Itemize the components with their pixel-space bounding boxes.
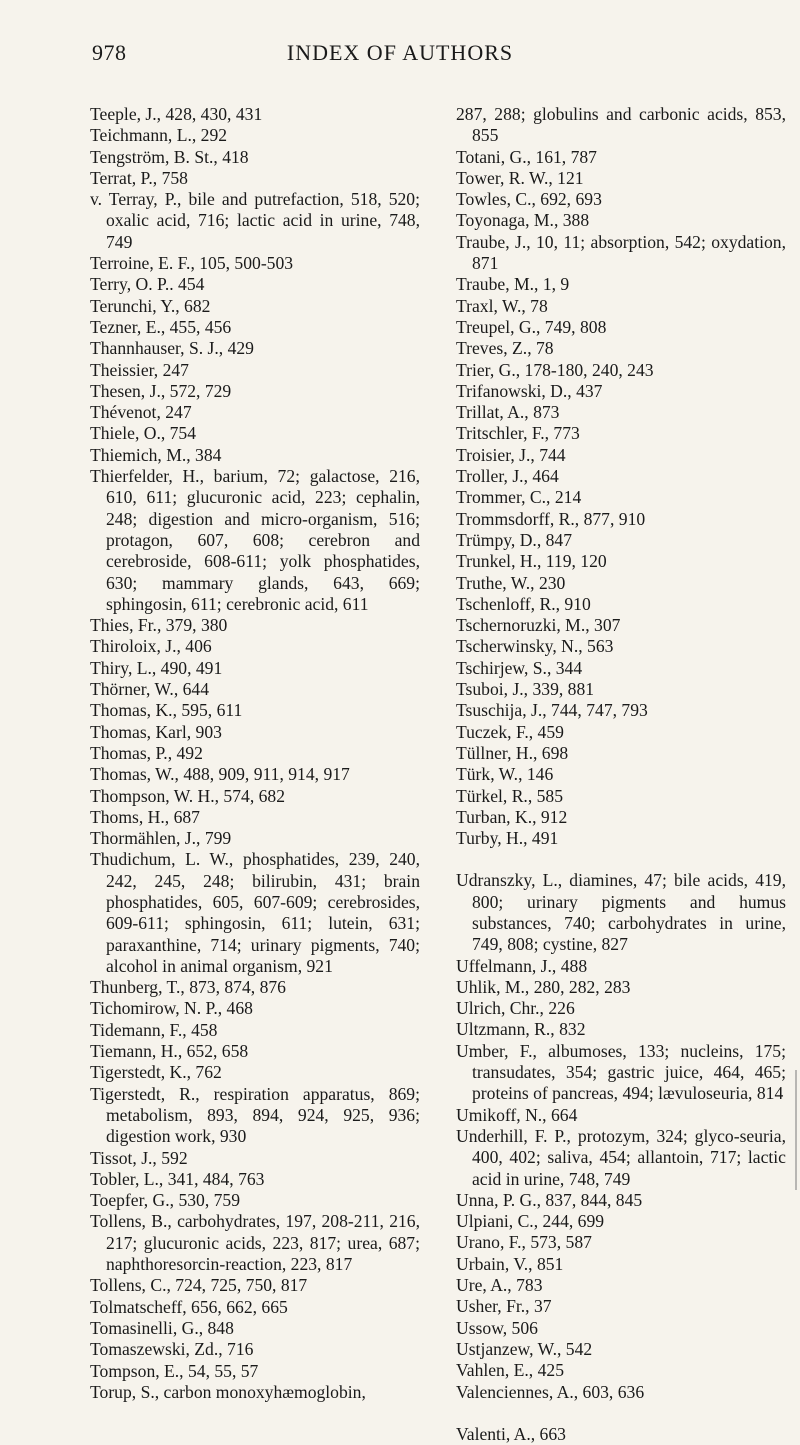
index-entry: Unna, P. G., 837, 844, 845	[456, 1189, 643, 1210]
index-entry: Teichmann, L., 292	[90, 125, 228, 146]
index-entry: Treupel, G., 749, 808	[456, 316, 607, 337]
index-entry: Thomas, W., 488, 909, 911, 914, 917	[90, 764, 350, 785]
index-entry: Tissot, J., 592	[90, 1147, 188, 1168]
index-entry: Tobler, L., 341, 484, 763	[90, 1168, 265, 1189]
index-entry: Tidemann, F., 458	[90, 1019, 218, 1040]
index-entry: Ussow, 506	[456, 1317, 538, 1338]
index-entry: Truthe, W., 230	[456, 572, 566, 593]
index-entry: Trillat, A., 873	[456, 402, 560, 423]
index-entry: Torup, S., carbon monoxyhæmoglobin,	[90, 1381, 366, 1402]
index-entry: Ure, A., 783	[456, 1275, 543, 1296]
index-entry: Tomasinelli, G., 848	[90, 1317, 234, 1338]
index-entry: Thörner, W., 644	[90, 679, 210, 700]
index-entry: Thannhauser, S. J., 429	[90, 338, 254, 359]
index-entry: Tomaszewski, Zd., 716	[90, 1339, 254, 1360]
index-entry: Ultzmann, R., 832	[456, 1019, 586, 1040]
index-entry: v. Terray, P., bile and putrefaction, 518, 520; oxalic acid, 716; lactic acid in urine, 748, 749	[90, 189, 420, 252]
index-entry: Thomas, P., 492	[90, 742, 203, 763]
index-entry: Traube, J., 10, 11; absorption, 542; oxydation, 871	[456, 231, 786, 274]
index-entry: Thiele, O., 754	[90, 423, 197, 444]
index-entry: Trifanowski, D., 437	[456, 380, 603, 401]
index-entry: Teeple, J., 428, 430, 431	[90, 104, 263, 124]
index-entry: Thesen, J., 572, 729	[90, 380, 232, 401]
index-entry: Terroine, E. F., 105, 500-503	[90, 253, 294, 274]
index-entry: Trommsdorff, R., 877, 910	[456, 508, 646, 529]
index-entry: Treves, Z., 78	[456, 338, 554, 359]
index-entry: Tscherwinsky, N., 563	[456, 636, 614, 657]
index-entry: Thormählen, J., 799	[90, 828, 232, 849]
index-entry: Tezner, E., 455, 456	[90, 316, 232, 337]
index-entry: Uffelmann, J., 488	[456, 955, 588, 976]
index-entry: Tschernoruzki, M., 307	[456, 615, 621, 636]
index-entry: Troller, J., 464	[456, 466, 559, 487]
right-index-column	[456, 104, 786, 1445]
index-entry: Urano, F., 573, 587	[456, 1232, 592, 1253]
index-entry: Underhill, F. P., protozym, 324; glyco-seuria, 400, 402; saliva, 454; allantoin, 717; lactic acid in urine, 748, 749	[456, 1125, 786, 1189]
index-entry: Thiemich, M., 384	[90, 444, 222, 465]
index-entry: Tigerstedt, R., respiration apparatus, 869; metabolism, 893, 894, 924, 925, 936; digestion work, 930	[90, 1083, 420, 1147]
index-entry: Umikoff, N., 664	[456, 1104, 578, 1125]
index-entry: Tolmatscheff, 656, 662, 665	[90, 1296, 288, 1317]
index-entry: Thoms, H., 687	[90, 806, 200, 827]
index-entry: Totani, G., 161, 787	[456, 146, 597, 167]
index-entry: Towles, C., 692, 693	[456, 189, 602, 210]
index-entry: Valenti, A., 663	[456, 1423, 566, 1444]
index-entry: Thudichum, L. W., phosphatides, 239, 240, 242, 245, 248; bilirubin, 431; brain phosphatides, 605, 607-609; cerebrosides, 609-611; sphingosin, 611; lutein, 631; paraxanthine, 714; urinary pigments, 740; alcohol in animal organism, 921	[90, 849, 420, 976]
index-entry: Thierfelder, H., barium, 72; galactose, 216, 610, 611; glucuronic acid, 223; cephalin, 248; digestion and micro-organism, 516; protagon, 607, 608; cerebron and cerebroside, 608-611; yolk phosphatides, 630; mammary glands, 643, 669; sphingosin, 611; cerebronic acid, 611	[90, 466, 420, 614]
index-entry: 287, 288; globulins and carbonic acids, 853, 855	[456, 104, 786, 146]
index-entry: Tschirjew, S., 344	[456, 657, 583, 678]
index-entry: Usher, Fr., 37	[456, 1296, 552, 1317]
index-entry: Ustjanzew, W., 542	[456, 1338, 593, 1359]
page-header	[40, 40, 760, 70]
page-number: 978	[92, 40, 127, 65]
index-entry: Thévenot, 247	[90, 402, 192, 423]
index-entry: Tüllner, H., 698	[456, 742, 569, 763]
left-index-column	[90, 104, 420, 1403]
index-entry: Trümpy, D., 847	[456, 529, 573, 550]
index-entry: Tiemann, H., 652, 658	[90, 1041, 249, 1062]
index-entry: Theissier, 247	[90, 359, 189, 380]
index-entry: Trommer, C., 214	[456, 487, 582, 508]
index-entry: Thies, Fr., 379, 380	[90, 615, 228, 636]
index-entry: Terunchi, Y., 682	[90, 295, 211, 316]
index-entry: Tengström, B. St., 418	[90, 146, 249, 167]
index-entry: Thomas, K., 595, 611	[90, 700, 243, 721]
index-entry: Urbain, V., 851	[456, 1253, 564, 1274]
index-entry: Tuczek, F., 459	[456, 721, 564, 742]
index-entry: Terrat, P., 758	[90, 167, 188, 188]
index-entry: Traube, M., 1, 9	[456, 274, 570, 295]
index-entry: Trier, G., 178-180, 240, 243	[456, 359, 654, 380]
index-entry: Tompson, E., 54, 55, 57	[90, 1360, 259, 1381]
index-entry: Tollens, C., 724, 725, 750, 817	[90, 1275, 308, 1296]
index-entry: Vahlen, E., 425	[456, 1360, 564, 1381]
index-entry: Turban, K., 912	[456, 806, 568, 827]
index-entry: Tower, R. W., 121	[456, 167, 584, 188]
index-entry: Tichomirow, N. P., 468	[90, 998, 253, 1019]
index-entry: Thiroloix, J., 406	[90, 636, 212, 657]
index-entry: Trunkel, H., 119, 120	[456, 551, 607, 572]
index-entry: Uhlik, M., 280, 282, 283	[456, 976, 631, 997]
index-entry: Ulpiani, C., 244, 699	[456, 1211, 605, 1232]
index-entry: Turby, H., 491	[456, 828, 559, 849]
index-entry: Türk, W., 146	[456, 764, 554, 785]
index-entry: Thiry, L., 490, 491	[90, 657, 223, 678]
scan-edge-mark	[795, 1070, 797, 1190]
index-entry: Udranszky, L., diamines, 47; bile acids, 419, 800; urinary pigments and humus substances, 740; carbohydrates in urine, 749, 808; cystine, 827	[456, 870, 786, 955]
index-entry: Tigerstedt, K., 762	[90, 1062, 222, 1083]
index-entry: Thunberg, T., 873, 874, 876	[90, 977, 286, 998]
index-entry: Umber, F., albumoses, 133; nucleins, 175; transudates, 354; gastric juice, 464, 465; proteins of pancreas, 494; lævuloseuria, 814	[456, 1040, 786, 1104]
index-entry: Ulrich, Chr., 226	[456, 998, 575, 1019]
index-entry: Terry, O. P.. 454	[90, 274, 205, 295]
index-entry: Tritschler, F., 773	[456, 423, 580, 444]
index-entry: Toyonaga, M., 388	[456, 210, 590, 231]
index-entry: Tsuschija, J., 744, 747, 793	[456, 700, 648, 721]
index-entry: Troisier, J., 744	[456, 444, 566, 465]
index-entry: Traxl, W., 78	[456, 295, 548, 316]
index-entry: Thompson, W. H., 574, 682	[90, 785, 286, 806]
index-entry: Valenciennes, A., 603, 636	[456, 1381, 645, 1402]
index-entry: Tsuboi, J., 339, 881	[456, 679, 595, 700]
index-entry: Toepfer, G., 530, 759	[90, 1190, 241, 1211]
index-entry: Tschenloff, R., 910	[456, 593, 591, 614]
running-title: INDEX OF AUTHORS	[286, 40, 514, 65]
index-entry: Thomas, Karl, 903	[90, 721, 222, 742]
index-entry: Türkel, R., 585	[456, 785, 564, 806]
index-entry: Tollens, B., carbohydrates, 197, 208-211, 216, 217; glucuronic acids, 223, 817; urea, 687; naphthoresorcin-reaction, 223, 817	[90, 1211, 420, 1275]
